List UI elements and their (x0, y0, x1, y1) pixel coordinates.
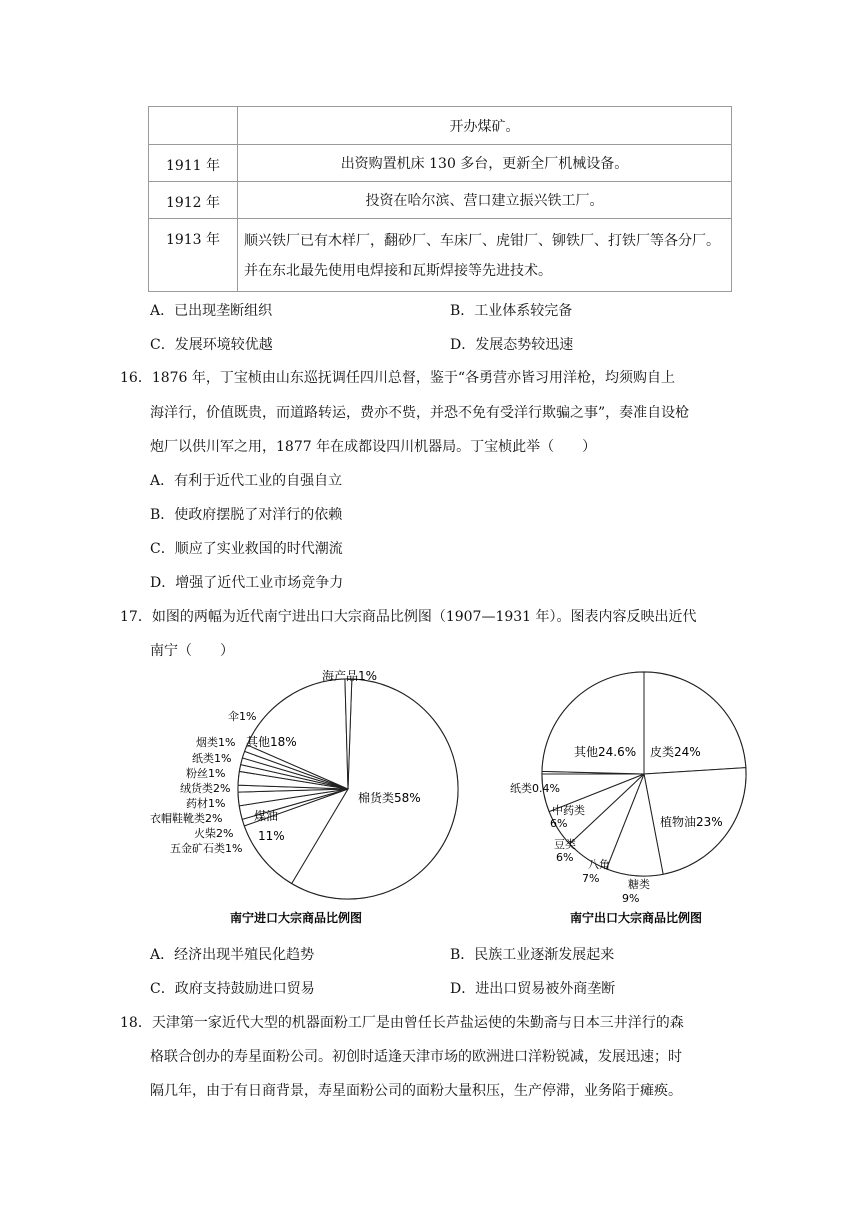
q16-stem-line3: 炮厂以供川军之用，1877 年在成都设四川机器局。丁宝桢此举（ ） (150, 439, 597, 455)
pie-label: 中药类 (552, 804, 585, 817)
table-row (149, 219, 732, 292)
pie-label: 9% (622, 892, 640, 905)
pie-label: 11% (258, 829, 285, 843)
pie-label: 纸类0.4% (510, 782, 560, 795)
q15-option-b[interactable]: B．工业体系较完备 (450, 303, 573, 319)
import-pie-chart (238, 679, 458, 899)
pie-label: 粉丝1% (186, 767, 226, 780)
pie-label: 7% (582, 872, 600, 885)
pie-label: 其他24.6% (574, 745, 637, 759)
export-chart-caption: 南宁出口大宗商品比例图 (570, 911, 703, 925)
pie-charts-figure (150, 664, 750, 936)
q17-stem-line1: 17．如图的两幅为近代南宁进出口大宗商品比例图（1907—1931 年）。图表内容反映出近代 (120, 609, 697, 625)
year-cell: 1911 年 (149, 145, 238, 182)
q18-stem-line1: 18．天津第一家近代大型的机器面粉工厂是由曾任长芦盐运使的朱勤斋与日本三井洋行的森 (120, 1015, 684, 1031)
history-table (148, 106, 732, 292)
pie-label: 火柴2% (194, 827, 234, 840)
pie-label: 煤油 (254, 809, 279, 823)
import-chart-caption: 南宁进口大宗商品比例图 (230, 911, 363, 925)
event-cell: 顺兴铁厂已有木样厂，翻砂厂、车床厂、虎钳厂、铆铁厂、打铁厂等各分厂。并在东北最先使用电焊接和瓦斯焊接等先进技术。 (238, 219, 732, 292)
q16-option-c[interactable]: C．顺应了实业救国的时代潮流 (150, 541, 343, 557)
q17-option-a[interactable]: A．经济出现半殖民化趋势 (150, 947, 315, 963)
event-cell: 投资在哈尔滨、营口建立振兴铁工厂。 (238, 182, 732, 219)
pie-label: 海产品1% (322, 669, 378, 683)
q17-stem-line2: 南宁（ ） (150, 643, 234, 659)
q16-option-b[interactable]: B．使政府摆脱了对洋行的依赖 (150, 507, 343, 523)
year-cell: 1913 年 (149, 219, 238, 292)
table-row (149, 182, 732, 219)
pie-label: 烟类1% (196, 736, 236, 749)
pie-label: 豆类 (554, 838, 576, 851)
pie-label: 皮类24% (650, 745, 701, 759)
q18-stem-line3: 隔几年，由于有日商背景，寿星面粉公司的面粉大量积压，生产停滞，业务陷于瘫痪。 (150, 1083, 682, 1099)
q18-stem-line2: 格联合创办的寿星面粉公司。初创时适逢天津市场的欧洲进口洋粉锐减，发展迅速；时 (150, 1049, 682, 1065)
pie-label: 药材1% (186, 797, 226, 810)
q15-option-d[interactable]: D．发展态势较迅速 (450, 337, 574, 353)
q15-option-c[interactable]: C．发展环境较优越 (150, 337, 273, 353)
pie-label: 绒货类2% (180, 782, 231, 795)
q16-stem-line1: 16．1876 年，丁宝桢由山东巡抚调任四川总督，鉴于“各勇营亦皆习用洋枪，均须购自上 (120, 370, 676, 386)
event-cell: 开办煤矿。 (238, 107, 732, 145)
q15-option-a[interactable]: A．已出现垄断组织 (150, 303, 273, 319)
pie-label: 6% (550, 817, 568, 830)
pie-label: 纸类1% (192, 752, 232, 765)
pie-label: 八角 (588, 858, 610, 871)
pie-label: 棉货类58% (358, 791, 421, 805)
year-cell: 1912 年 (149, 182, 238, 219)
year-cell (149, 107, 238, 145)
pie-label: 糖类 (628, 878, 650, 891)
event-cell: 出资购置机床 130 多台，更新全厂机械设备。 (238, 145, 732, 182)
q16-stem-line2: 海洋行，价值既贵，而道路转运，费亦不赀，并恐不免有受洋行欺骗之事”，奏准自设枪 (150, 405, 690, 421)
table-row (149, 107, 732, 145)
q17-option-c[interactable]: C．政府支持鼓励进口贸易 (150, 981, 315, 997)
q17-option-b[interactable]: B．民族工业逐渐发展起来 (450, 947, 615, 963)
pie-label: 伞1% (228, 710, 257, 723)
pie-label: 6% (556, 851, 574, 864)
q16-option-d[interactable]: D．增强了近代工业市场竞争力 (150, 575, 344, 591)
table-row (149, 145, 732, 182)
pie-label: 植物油23% (660, 815, 723, 829)
q17-option-d[interactable]: D．进出口贸易被外商垄断 (450, 981, 616, 997)
pie-label: 五金矿石类1% (170, 842, 243, 855)
pie-label: 其他18% (246, 735, 297, 749)
pie-label: 衣帽鞋靴类2% (150, 812, 223, 825)
q16-option-a[interactable]: A．有利于近代工业的自强自立 (150, 473, 343, 489)
